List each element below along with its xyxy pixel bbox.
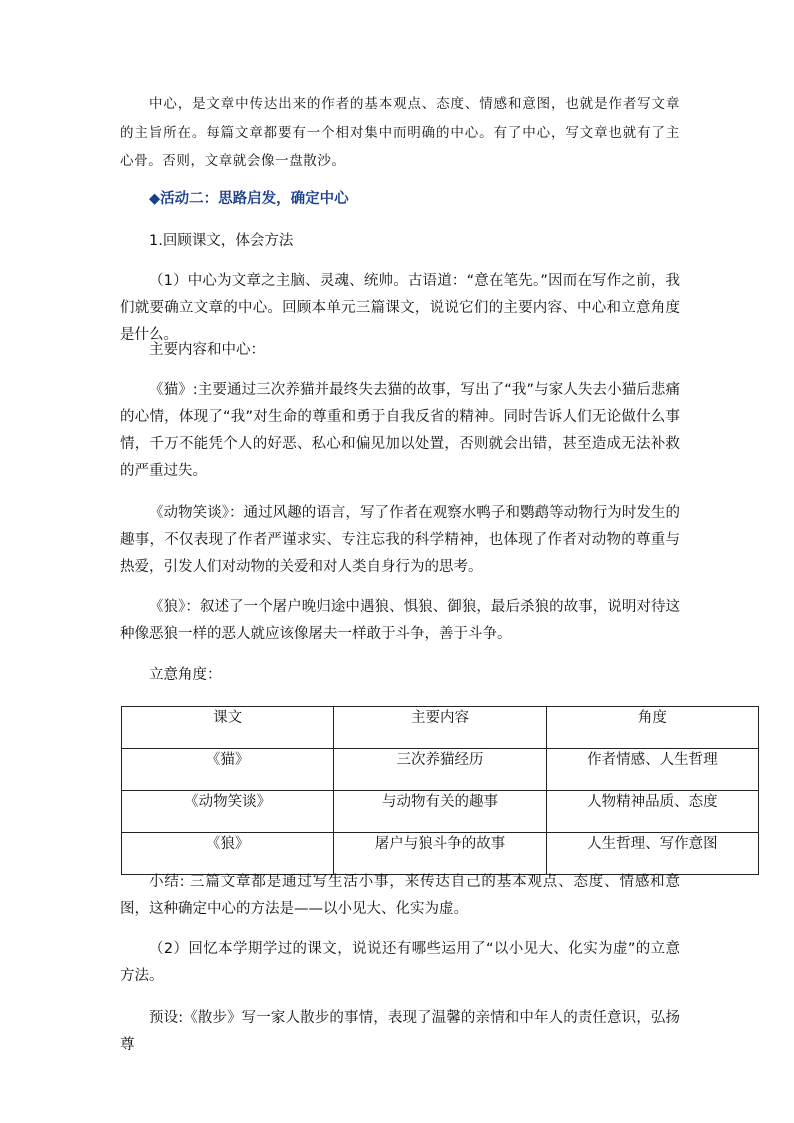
table-cell: 作者情感、人生哲理	[546, 749, 758, 791]
diamond-icon: ◆	[149, 191, 161, 207]
step1-intro-paragraph: （1）中心为文章之主脑、灵魂、统帅。古语道：“意在笔先。”因而在写作之前，我们就要确立文章的中心。回顾本单元三篇课文，说说它们的主要内容、中心和立意角度是什么。	[120, 273, 680, 343]
table-header-cell: 课文	[122, 707, 334, 749]
wolf-summary-paragraph: 《狼》：叙述了一个屠户晚归途中遇狼、惧狼、御狼，最后杀狼的故事，说明对待这种像恶狼一样的恶人就应该像屠夫一样敢于斗争，善于斗争。	[120, 599, 680, 642]
table-cell: 三次养猫经历	[334, 749, 546, 791]
activity-title: 活动二：思路启发，确定中心	[160, 191, 349, 207]
main-content-label: 主要内容和中心：	[149, 342, 265, 358]
preset-paragraph: 预设:《散步》写一家人散步的事情，表现了温馨的亲情和中年人的责任意识，弘扬尊	[120, 1010, 680, 1053]
table-cell: 《狼》	[122, 833, 334, 875]
animal-summary-paragraph: 《动物笑谈》：通过风趣的语言，写了作者在观察水鸭子和鹦鹉等动物行为时发生的趣事，不仅表现了作者严谨求实、专注忘我的科学精神，也体现了作者对动物的尊重与热爱，引发人们对动物的关爱和对人类自身行为的思考。	[120, 505, 680, 575]
activity-heading	[120, 186, 680, 213]
cat-summary-paragraph: 《猫》:主要通过三次养猫并最终失去猫的故事，写出了“我”与家人失去小猫后悲痛的心情，体现了“我”对生命的尊重和勇于自我反省的精神。同时告诉人们无论做什么事情，千万不能凭个人的好恶、私心和偏见加以处置，否则就会出错，甚至造成无法补救的严重过失。	[120, 382, 680, 479]
step1-title: 1.回顾课文，体会方法	[149, 233, 294, 249]
step2-paragraph: （2）回忆本学期学过的课文，说说还有哪些运用了“以小见大、化实为虚”的立意方法。	[120, 941, 680, 984]
table-header-cell: 主要内容	[334, 707, 546, 749]
table-cell: 人物精神品质、态度	[546, 791, 758, 833]
table-header-cell: 角度	[546, 707, 758, 749]
table-cell: 屠户与狼斗争的故事	[334, 833, 546, 875]
angle-label: 立意角度：	[149, 667, 222, 683]
table-row	[122, 749, 759, 791]
table-cell: 与动物有关的趣事	[334, 791, 546, 833]
table-header-row	[122, 707, 759, 749]
table-cell: 《猫》	[122, 749, 334, 791]
summary-paragraph: 小结: 三篇文章都是通过写生活小事，来传达自己的基本观点、态度、情感和意图，这种确定中心的方法是——以小见大、化实为虚。	[120, 874, 680, 917]
table-cell: 《动物笑谈》	[122, 791, 334, 833]
table-cell: 人生哲理、写作意图	[546, 833, 758, 875]
angle-table	[121, 706, 759, 875]
table-row	[122, 791, 759, 833]
center-definition-paragraph: 中心，是文章中传达出来的作者的基本观点、态度、情感和意图，也就是作者写文章的主旨所在。每篇文章都要有一个相对集中而明确的中心。有了中心，写文章也就有了主心骨。否则，文章就会像一盘散沙。	[120, 96, 680, 169]
